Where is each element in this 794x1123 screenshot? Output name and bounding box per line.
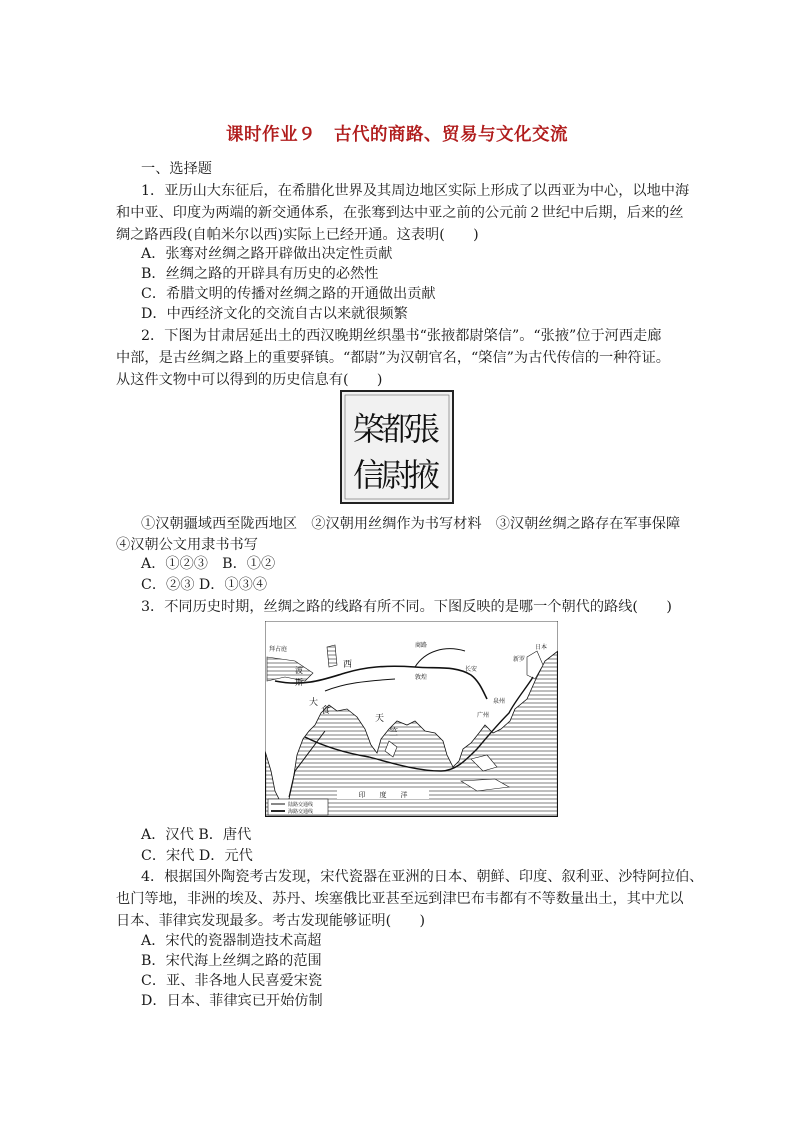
map-label-byzantium: 拜占庭 — [269, 646, 288, 653]
q3-options-cd: C．宋代 D．元代 — [141, 848, 253, 864]
map-label-indian-ocean: 印 度 洋 — [358, 791, 408, 799]
map-label-si: 斯 — [295, 678, 303, 687]
map-label-bo: 波 — [295, 666, 303, 675]
q1-option-a: A．张骞对丝绸之路开辟做出决定性贡献 — [141, 246, 393, 262]
seal-char-ye: 掖 — [407, 456, 441, 494]
q4-option-b: B．宋代海上丝绸之路的范围 — [141, 953, 322, 969]
section-heading: 一、选择题 — [141, 161, 212, 177]
q4-option-d: D．日本、菲律宾已开始仿制 — [141, 993, 323, 1009]
map-label-quanzhou: 泉州 — [493, 698, 506, 705]
q1-option-c: C．希腊文明的传播对丝绸之路的开通做出贡献 — [141, 286, 436, 302]
map-label-shanglu: 商路 — [415, 642, 428, 649]
silk-road-map — [265, 621, 558, 817]
seal-char-wei: 尉 — [380, 456, 414, 494]
q1-line-2: 和中亚、印度为两端的新交通体系，在张骞到达中亚之前的公元前２世纪中后期，后来的丝 — [116, 205, 684, 221]
q3-options-ab: A．汉代 B．唐代 — [141, 827, 252, 843]
legend-land-label: 陆路交通线 — [288, 802, 314, 808]
seal-char-xin: 信 — [352, 456, 386, 494]
q2-line-2: 中部，是古丝绸之路上的重要驿镇。“都尉”为汉朝官名，“棨信”为古代传信的一种符证。 — [116, 350, 670, 366]
page-title: 课时作业９ 古代的商路、贸易与文化交流 — [226, 125, 568, 145]
q4-line-3: 日本、菲律宾发现最多。考古发现能够证明( ) — [116, 913, 426, 929]
q2-statements-2: ④汉朝公文用隶书书写 — [116, 537, 258, 553]
legend-sea-label: 海路交通线 — [288, 809, 314, 815]
q1-option-b: B．丝绸之路的开辟具有历史的必然性 — [141, 266, 379, 282]
map-label-shi: 食 — [321, 706, 331, 716]
q1-line-3: 绸之路西段(自帕米尔以西)实际上已经开通。这表明( ) — [116, 227, 479, 243]
map-label-dunhuang: 敦煌 — [415, 674, 428, 681]
q2-line-3: 从这件文物中可以得到的历史信息有( ) — [116, 372, 383, 388]
seal-char-du: 都 — [380, 410, 414, 448]
seal-char-qi: 棨 — [352, 410, 386, 448]
q2-options-cd: C．②③ D．①③④ — [141, 577, 268, 593]
map-label-zhu: 竺 — [389, 728, 399, 738]
q2-options-ab: A．①②③ B．①② — [141, 556, 276, 572]
map-label-tian: 天 — [375, 714, 385, 724]
q1-line-1: 1．亚历山大东征后，在希腊化世界及其周边地区实际上形成了以西亚为中心，以地中海 — [141, 183, 690, 199]
map-label-xi: 西 — [343, 660, 353, 670]
q4-line-1: 4．根据国外陶瓷考古发现，宋代瓷器在亚洲的日本、朝鲜、印度、叙利亚、沙特阿拉伯、 — [141, 869, 704, 885]
map-label-changan: 长安 — [465, 666, 478, 673]
seal-char-zhang: 張 — [407, 410, 441, 448]
map-label-silla: 新罗 — [513, 656, 526, 663]
q4-option-c: C．亚、非各地人民喜爱宋瓷 — [141, 973, 323, 989]
q2-statements-1: ①汉朝疆域西至陇西地区 ②汉朝用丝绸作为书写材料 ③汉朝丝绸之路存在军事保障 — [141, 516, 681, 532]
q4-option-a: A．宋代的瓷器制造技术高超 — [141, 933, 322, 949]
q1-option-d: D．中西经济文化的交流自古以来就很频繁 — [141, 306, 408, 322]
map-label-japan: 日本 — [535, 644, 548, 651]
q4-line-2: 也门等地，非洲的埃及、苏丹、埃塞俄比亚甚至远到津巴布韦都有不等数量出土，其中尤以 — [116, 891, 684, 907]
silk-seal-image — [340, 390, 454, 504]
map-label-da: 大 — [309, 698, 319, 708]
q2-line-1: 2．下图为甘肃居延出土的西汉晚期丝织墨书“张掖都尉棨信”。“张掖”位于河西走廊 — [141, 328, 662, 344]
q3-line-1: 3．不同历史时期，丝绸之路的线路有所不同。下图反映的是哪一个朝代的路线( ) — [141, 599, 672, 615]
map-label-guangzhou: 广州 — [477, 712, 490, 719]
